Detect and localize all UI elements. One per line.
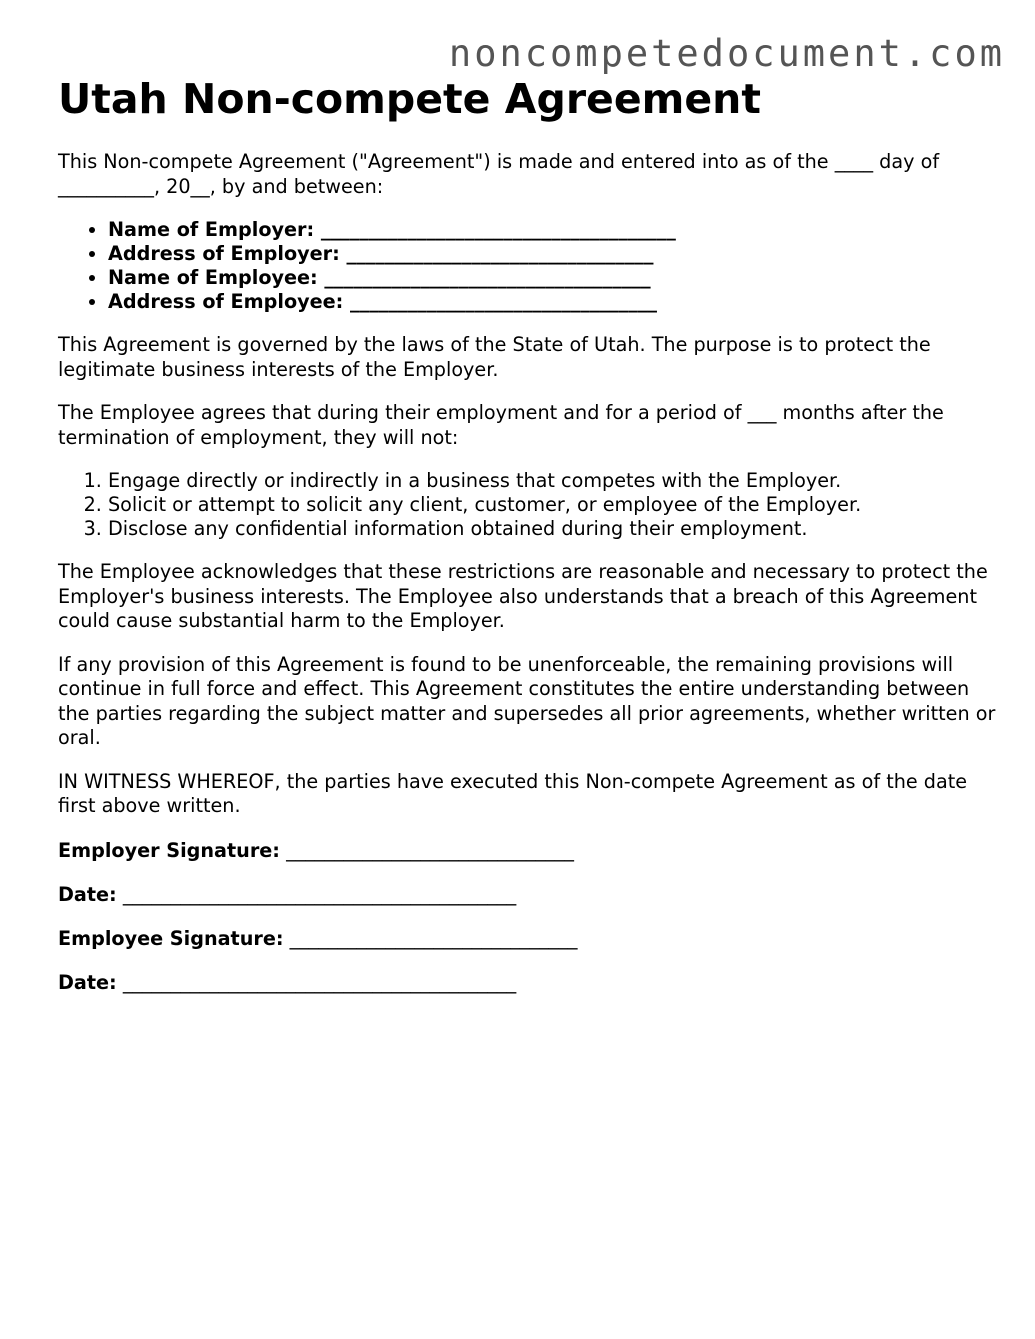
party-label: Address of Employee:: [108, 290, 344, 313]
signature-blank: ______________________________: [286, 838, 574, 862]
governing-law-paragraph: This Agreement is governed by the laws of the State of Utah. The purpose is to protect the legitimate business interests of the Employer.: [58, 333, 931, 381]
acknowledgment-paragraph: The Employee acknowledges that these restrictions are reasonable and necessary to protect the Employer's business interests. The Employee also understands that a breach of this Agreement could cause substantial harm to the Employer.: [58, 560, 988, 632]
date-blank: _________________________________________: [122, 882, 517, 906]
party-blank: _____________________________________: [320, 218, 676, 241]
restrictions-list: [58, 469, 998, 541]
list-item: [108, 242, 998, 266]
list-item: 2. Solicit or attempt to solicit any client, customer, or employee of the Employer.: [108, 493, 998, 517]
document-title: Utah Non-compete Agreement: [58, 75, 761, 123]
employer-date-line: [58, 882, 998, 907]
party-blank: ________________________________: [346, 242, 654, 265]
witness-paragraph: IN WITNESS WHEREOF, the parties have executed this Non-compete Agreement as of the date first above written.: [58, 769, 968, 817]
parties-list: [58, 218, 998, 314]
signature-blank: ______________________________: [289, 926, 578, 950]
list-item: [108, 218, 998, 242]
watermark: noncompetedocument.com: [448, 32, 1005, 75]
employer-signature-line: [58, 838, 998, 863]
signature-label: Employee Signature:: [58, 926, 284, 950]
covenant-paragraph: The Employee agrees that during their employment and for a period of ___ months after the termination of employment, they will not:: [58, 401, 944, 449]
severability-paragraph: If any provision of this Agreement is found to be unenforceable, the remaining provisions will continue in full force and effect. This Agreement constitutes the entire understanding between the parties regarding the subject matter and supersedes all prior agreements, whether written or oral.: [58, 652, 996, 749]
party-label: Address of Employer:: [108, 242, 340, 265]
intro-paragraph: This Non-compete Agreement ("Agreement") is made and entered into as of the ____ day of __________, 20__, by and between:: [58, 150, 940, 198]
signature-label: Employer Signature:: [58, 838, 280, 862]
date-label: Date:: [58, 882, 117, 906]
document-page: [58, 74, 998, 995]
list-item: [108, 290, 998, 314]
date-blank: _________________________________________: [122, 970, 517, 994]
party-blank: __________________________________: [324, 266, 651, 289]
date-label: Date:: [58, 970, 117, 994]
party-label: Name of Employer:: [108, 218, 315, 241]
employee-date-line: [58, 970, 998, 995]
party-blank: ________________________________: [350, 290, 658, 313]
list-item: 3. Disclose any confidential information obtained during their employment.: [108, 517, 998, 541]
list-item: [108, 266, 998, 290]
list-item: 1. Engage directly or indirectly in a business that competes with the Employer.: [108, 469, 998, 493]
party-label: Name of Employee:: [108, 266, 318, 289]
employee-signature-line: [58, 926, 998, 951]
